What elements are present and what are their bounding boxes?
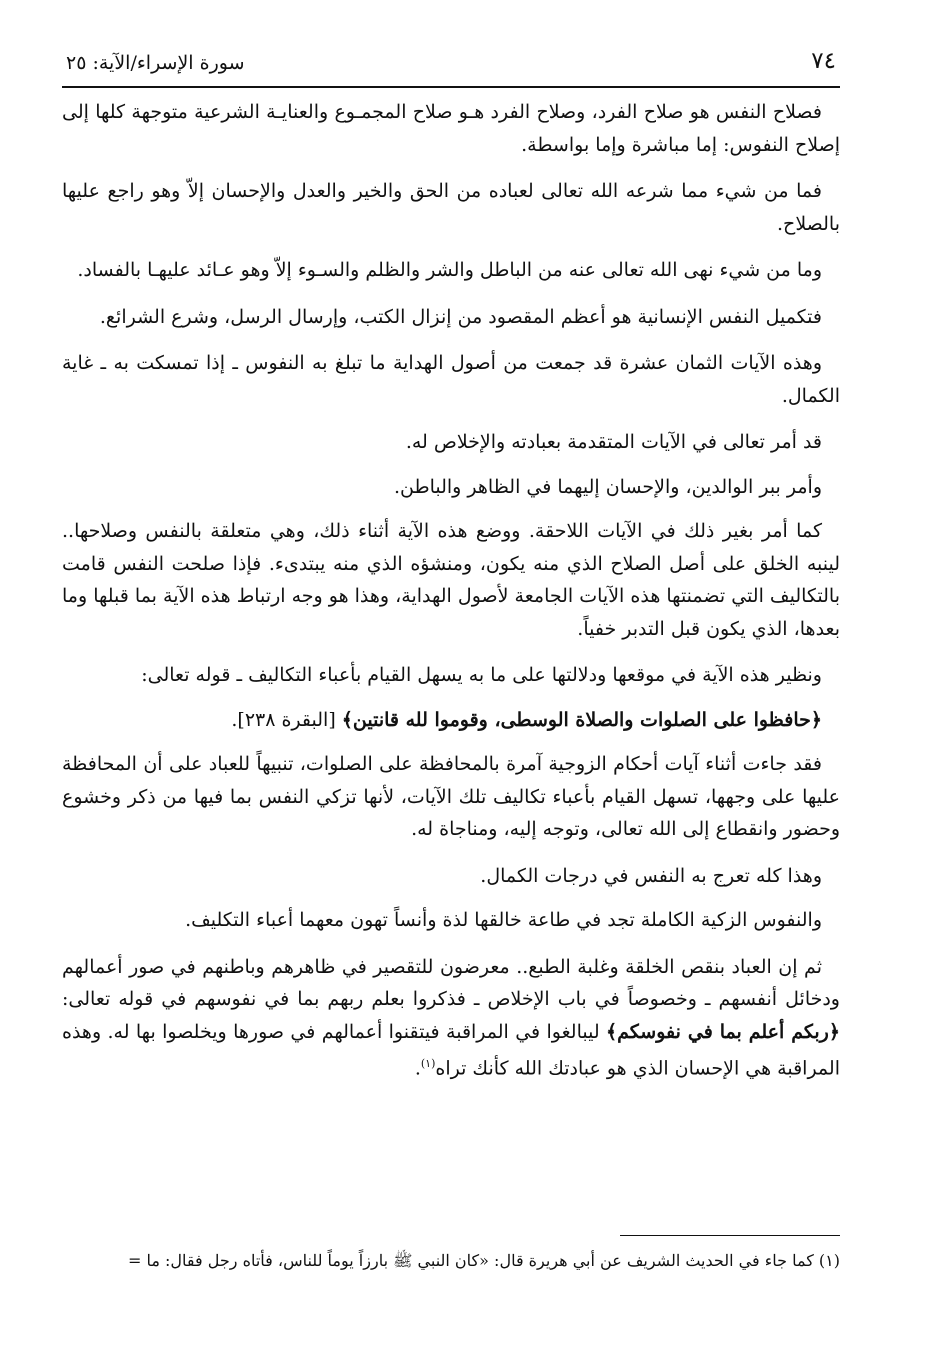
paragraph bbox=[62, 951, 840, 1085]
paragraph: والنفوس الزكية الكاملة تجد في طاعة خالقها لذة وأنساً تهون معهما أعباء التكليف. bbox=[185, 909, 822, 931]
paragraph-end: . bbox=[414, 1057, 421, 1080]
paragraph: فتكميل النفس الإنسانية هو أعظم المقصود من إنزال الكتب، وإرسال الرسل، وشرع الشرائع. bbox=[99, 305, 822, 328]
verse-reference: [البقرة ٢٣٨]. bbox=[231, 708, 342, 731]
paragraph: فما من شيء مما شرعه الله تعالى لعباده من الحق والخير والعدل والإحسان إلاّ وهو راجع عليها بالصلاح. bbox=[62, 180, 840, 235]
paragraph: فقد جاءت أثناء آيات أحكام الزوجية آمرة بالمحافظة على الصلوات، تنبيهاً للعباد على أن المحافظة عليها على وجهها، تسهل القيام بأعباء تكاليف تلك الآيات، لأنها تزكي النفس بما فيها من ذكر وخشوع وحضور وانقطاع إلى الله تعالى، وتوجه إليه، ومناجاة له. bbox=[62, 753, 840, 840]
paragraph-text: ثم إن العباد بنقص الخلقة وغلبة الطبع.. معرضون للتقصير في ظاهرهم وباطنهم في صور أعمالهم ودخائل أنفسهم ـ وخصوصاً في باب الإخلاص ـ فذكروا بعلم ربهم بما في نفوسهم في قوله تعالى: bbox=[62, 955, 840, 1010]
paragraph: وما من شيء نهى الله تعالى عنه من الباطل والشر والظلم والسـوء إلاّ وهو عـائد عليهـا بالفساد. bbox=[77, 259, 822, 281]
paragraph: وهذه الآيات الثمان عشرة قد جمعت من أصول الهداية ما تبلغ به النفوس ـ إذا تمسكت به ـ غاية الكمال. bbox=[62, 352, 840, 407]
paragraph: قد أمر تعالى في الآيات المتقدمة بعبادته والإخلاص له. bbox=[405, 431, 822, 453]
document-page bbox=[62, 40, 840, 1340]
paragraph: وهذا كله تعرج به النفس في درجات الكمال. bbox=[480, 864, 822, 887]
paragraph-text: ليبالغوا في المراقبة فيتقنوا أعمالهم في صورها ويخلصوا بها له. وهذه المراقبة هي الإحسان الذي هو عبادتك الله كأنك تراه bbox=[62, 1020, 840, 1080]
running-head: سورة الإسراء/الآية: ٢٥ bbox=[66, 52, 245, 74]
paragraph: فصلاح النفس هو صلاح الفرد، وصلاح الفرد هـو صلاح المجمـوع والعنايـة الشرعية متوجهة كلها إلى إصلاح النفوس: إما مباشرة وإما بواسطة. bbox=[62, 101, 840, 156]
footnote: (١) كما جاء في الحديث الشريف عن أبي هريرة قال: «كان النبي ﷺ بارزاً يوماً للناس، فأتاه رجل فقال: ما = bbox=[128, 1251, 840, 1270]
page-header bbox=[62, 40, 840, 88]
quran-verse: ﴿حافظوا على الصلوات والصلاة الوسطى، وقوموا لله قانتين﴾ bbox=[341, 708, 822, 731]
quran-verse: ﴿ربكم أعلم بما في نفوسكم﴾ bbox=[606, 1020, 840, 1043]
footnote-divider bbox=[620, 1235, 840, 1236]
body-text bbox=[62, 96, 840, 1085]
footnote-marker: (١) bbox=[420, 1057, 436, 1070]
paragraph: ونظير هذه الآية في موقعها ودلالتها على ما به يسهل القيام بأعباء التكاليف ـ قوله تعالى: bbox=[141, 664, 822, 686]
paragraph: كما أمر بغير ذلك في الآيات اللاحقة. ووضع هذه الآية أثناء ذلك، وهي متعلقة بالنفس وصلاحها.. لينبه الخلق على أصل الصلاح الذي منه يكون، ومنشؤه الذي منه يبتدىء. فإذا صلحت النفس قامت بالتكاليف التي تضمنتها هذه الآيات الجامعة لأصول الهداية، وهذا هو وجه ارتباط هذه الآية بما قبلها وما بعدها، الذي يكون قبل التدبر خفياً. bbox=[62, 520, 840, 640]
paragraph: وأمر ببر الوالدين، والإحسان إليهما في الظاهر والباطن. bbox=[393, 475, 822, 498]
page-number: ٧٤ bbox=[811, 48, 836, 74]
quran-verse-paragraph bbox=[62, 704, 840, 737]
